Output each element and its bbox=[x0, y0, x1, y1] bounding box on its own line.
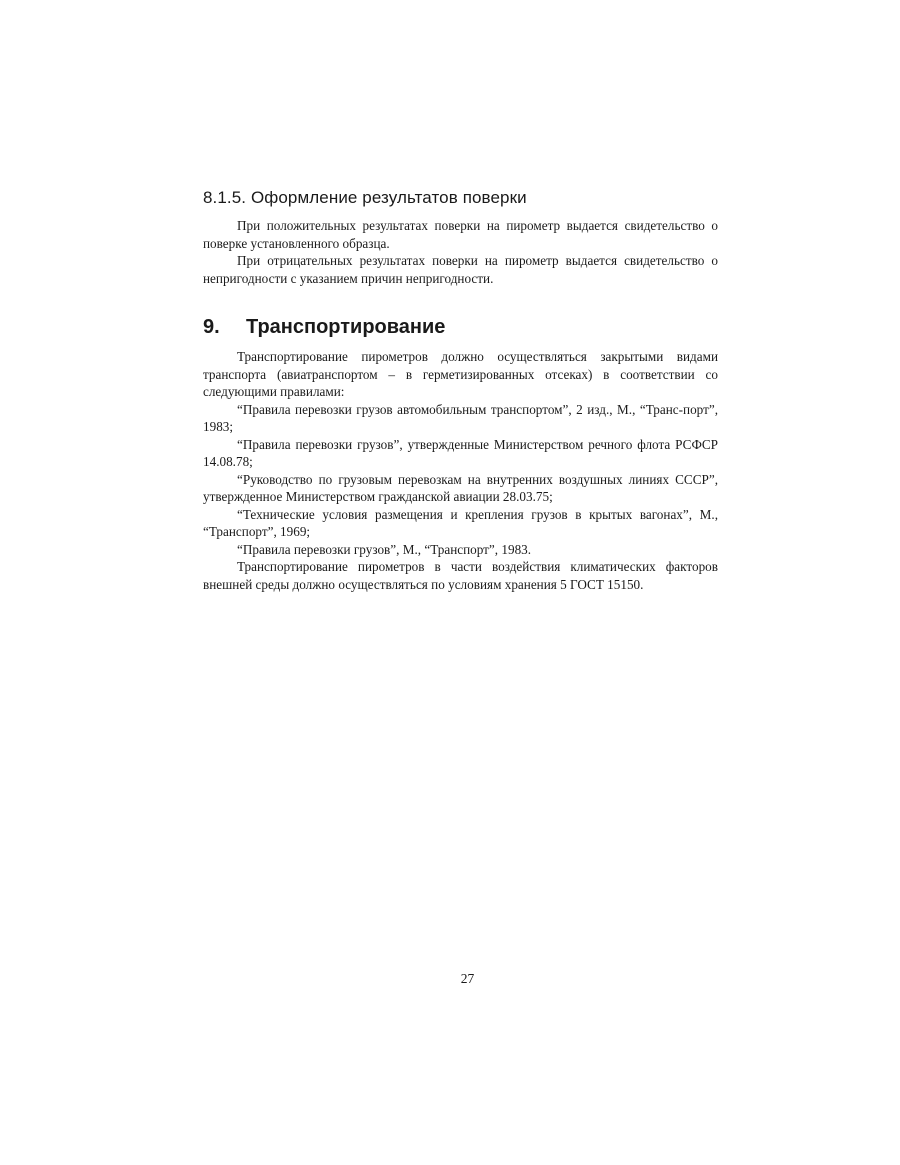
paragraph: “Правила перевозки грузов”, М., “Транспорт”, 1983. bbox=[237, 541, 532, 557]
paragraph: Транспортирование пирометров в части воздействия климатических факторов внешней среды должно осуществляться по условиям хранения 5 ГОСТ 15150. bbox=[203, 559, 718, 592]
page-content bbox=[203, 186, 718, 593]
paragraph: “Руководство по грузовым перевозкам на внутренних воздушных линиях СССР”, утвержденное Министерством гражданской авиации 28.03.75; bbox=[203, 471, 718, 504]
paragraph: “Правила перевозки грузов автомобильным транспортом”, 2 изд., М., “Транс-порт”, 1983; bbox=[203, 401, 718, 434]
section-title bbox=[203, 314, 718, 340]
subsection-title: 8.1.5. Оформление результатов поверки bbox=[203, 188, 527, 207]
section-number: 9. bbox=[203, 316, 220, 338]
paragraph: “Технические условия размещения и крепления грузов в крытых вагонах”, М., “Транспорт”, 1969; bbox=[203, 506, 718, 539]
page-number: 27 bbox=[460, 971, 475, 986]
paragraph: “Правила перевозки грузов”, утвержденные Министерством речного флота РСФСР 14.08.78; bbox=[203, 436, 718, 469]
paragraph: При положительных результатах поверки на пирометр выдается свидетельство о поверке установленного образца. bbox=[203, 218, 718, 251]
paragraph: При отрицательных результатах поверки на пирометр выдается свидетельство о непригодности с указанием причин непригодности. bbox=[203, 253, 718, 286]
paragraph: Транспортирование пирометров должно осуществляться закрытыми видами транспорта (авиатранспортом – в герметизированных отсеках) в соответствии со следующими правилами: bbox=[203, 349, 718, 399]
section-title-text: Транспортирование bbox=[246, 316, 446, 338]
